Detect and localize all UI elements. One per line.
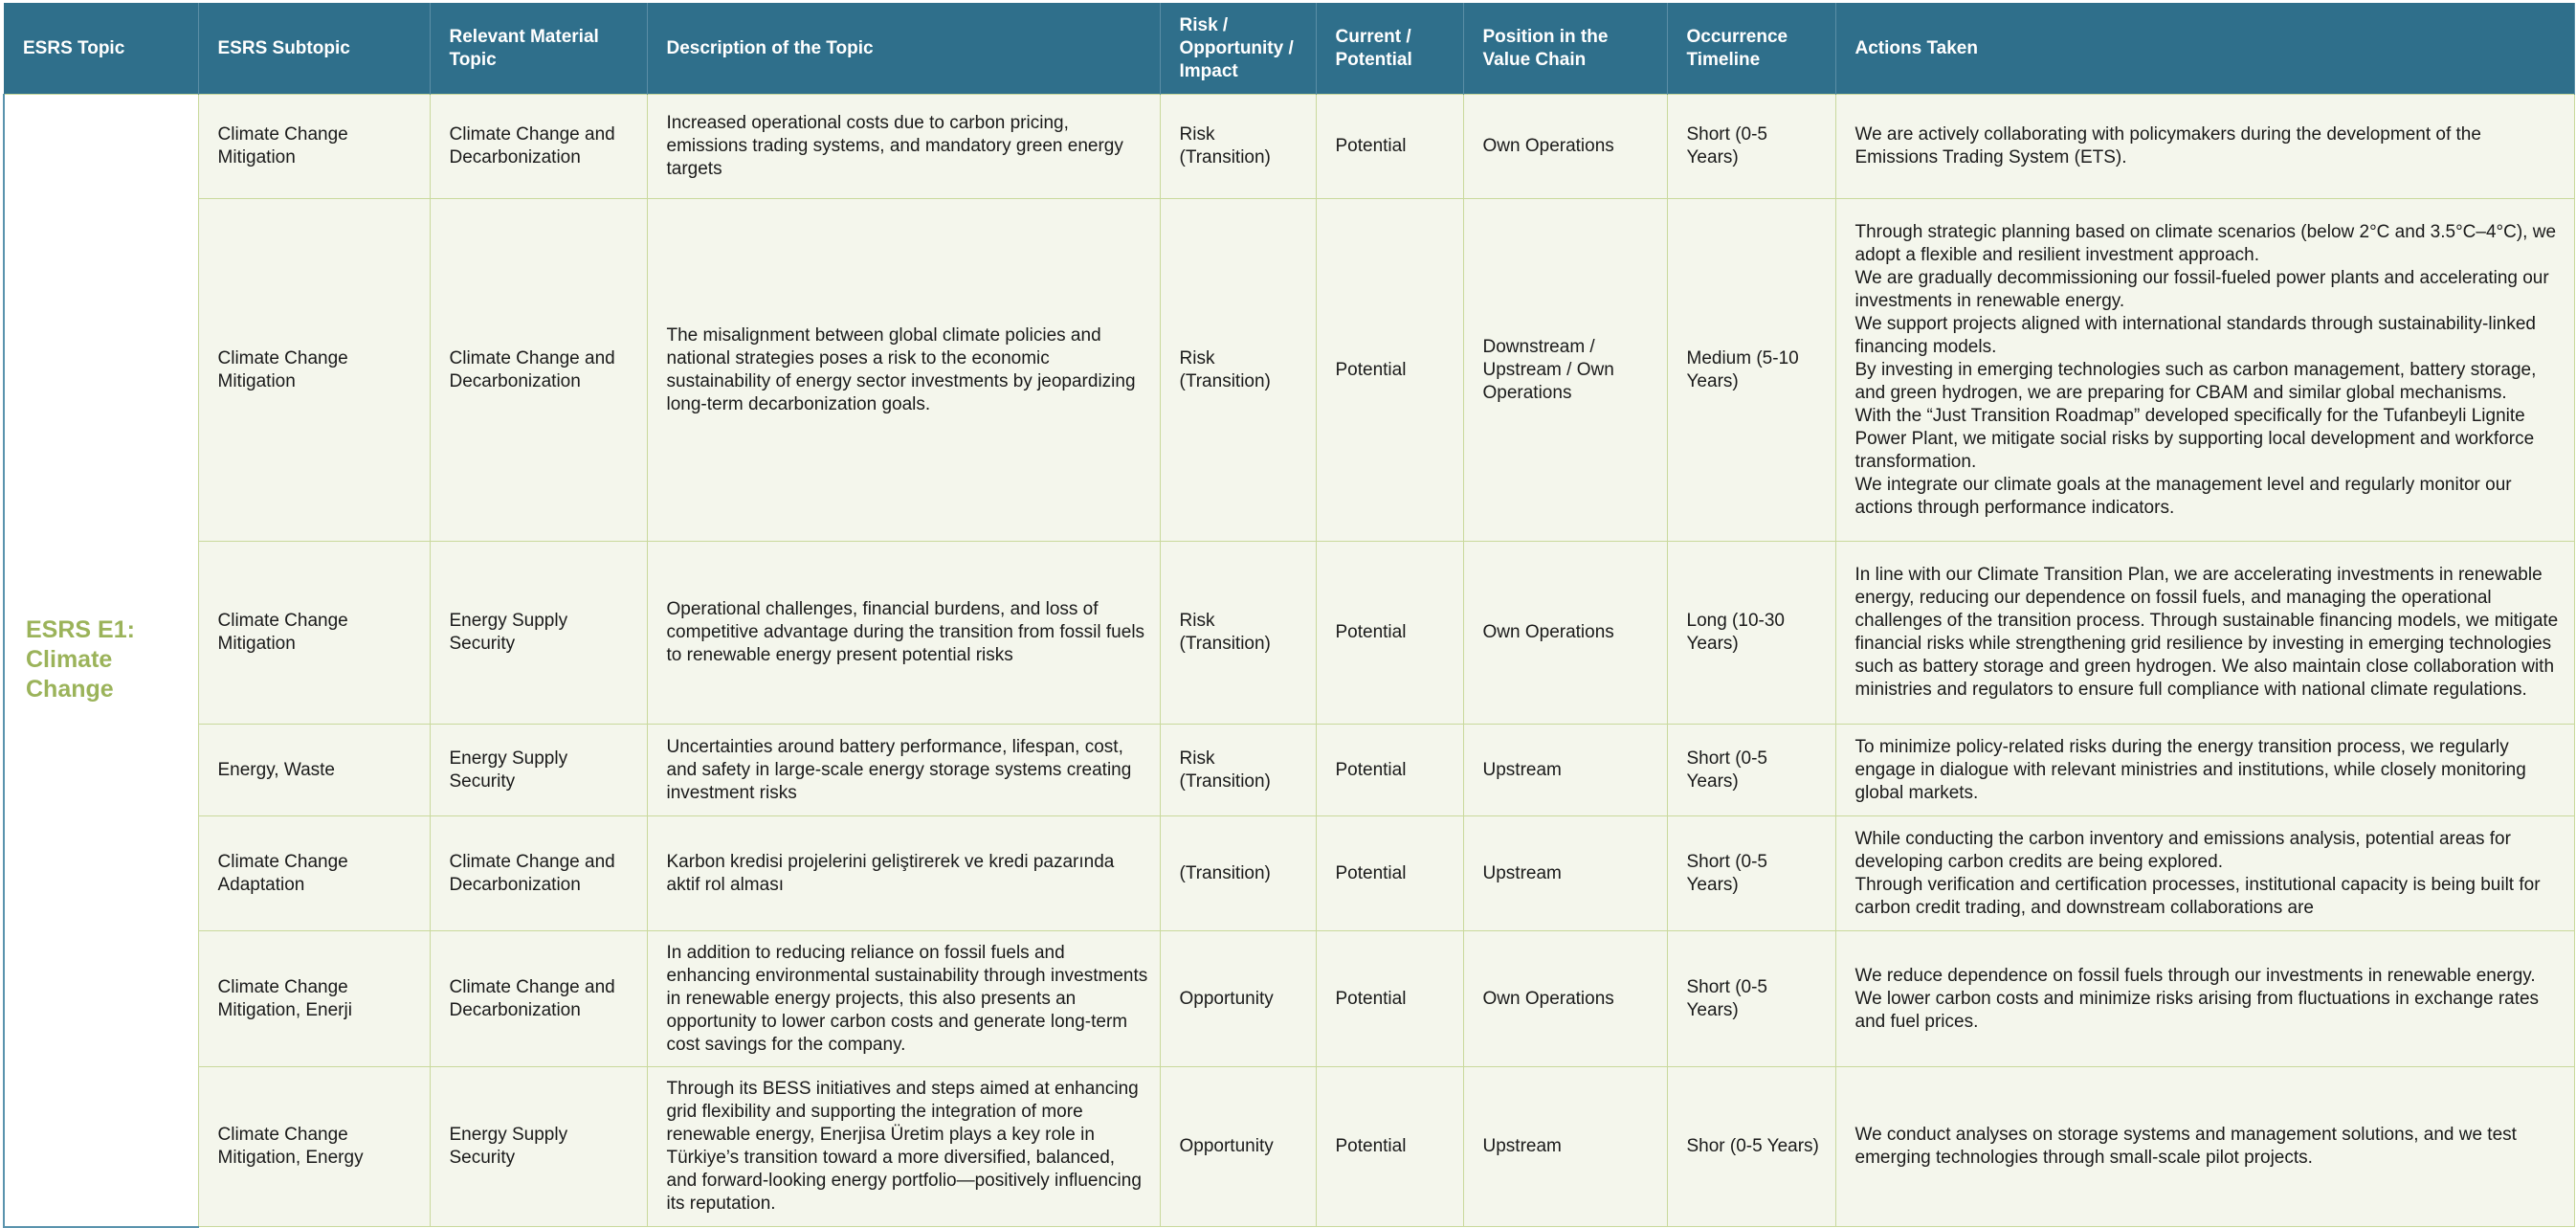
material-topic-cell: Climate Change and Decarbonization (430, 931, 647, 1067)
timeline-cell: Short (0-5 Years) (1667, 931, 1835, 1067)
subtopic-cell: Climate Change Mitigation (198, 542, 430, 725)
material-topic-cell: Energy Supply Security (430, 725, 647, 816)
description-cell: Uncertainties around battery performance, lifespan, cost, and safety in large-scale energy storage systems creating investment risks (647, 725, 1160, 816)
header-occurrence-timeline: Occurrence Timeline (1667, 3, 1835, 95)
value-chain-cell: Own Operations (1463, 931, 1667, 1067)
actions-cell: We conduct analyses on storage systems and management solutions, and we test emerging technologies through small-scale pilot projects. (1835, 1067, 2574, 1227)
actions-cell: We reduce dependence on fossil fuels through our investments in renewable energy. We lower carbon costs and minimize risks arising from fluctuations in exchange rates and fuel prices. (1835, 931, 2574, 1067)
value-chain-cell: Downstream / Upstream / Own Operations (1463, 199, 1667, 542)
subtopic-cell: Climate Change Mitigation (198, 95, 430, 199)
description-cell: The misalignment between global climate policies and national strategies poses a risk to the economic sustainability of energy sector investments by jeopardizing long-term decarbonization goals. (647, 199, 1160, 542)
header-description: Description of the Topic (647, 3, 1160, 95)
timeline-cell: Short (0-5 Years) (1667, 816, 1835, 931)
table-row (4, 199, 2574, 542)
header-actions-taken: Actions Taken (1835, 3, 2574, 95)
subtopic-cell: Climate Change Adaptation (198, 816, 430, 931)
material-topic-cell: Climate Change and Decarbonization (430, 199, 647, 542)
timeline-cell: Short (0-5 Years) (1667, 725, 1835, 816)
esrs-material-topics-table (3, 3, 2575, 1228)
header-esrs-subtopic: ESRS Subtopic (198, 3, 430, 95)
value-chain-cell: Upstream (1463, 1067, 1667, 1227)
current-potential-cell: Potential (1316, 199, 1463, 542)
header-risk-opportunity-impact: Risk / Opportunity / Impact (1160, 3, 1316, 95)
description-cell: In addition to reducing reliance on fossil fuels and enhancing environmental sustainability through investments in renewable energy projects, this also presents an opportunity to lower carbon costs and generate long-term cost savings for the company. (647, 931, 1160, 1067)
actions-cell: While conducting the carbon inventory and emissions analysis, potential areas for developing carbon credits are being explored. Through verification and certification processes, institutional capacity is being built for carbon credit trading, and downstream collaborations are (1835, 816, 2574, 931)
table-row (4, 95, 2574, 199)
current-potential-cell: Potential (1316, 1067, 1463, 1227)
description-cell: Operational challenges, financial burdens, and loss of competitive advantage during the transition from fossil fuels to renewable energy present potential risks (647, 542, 1160, 725)
risk-opportunity-cell: Risk (Transition) (1160, 725, 1316, 816)
table-row (4, 542, 2574, 725)
subtopic-cell: Climate Change Mitigation (198, 199, 430, 542)
header-current-potential: Current / Potential (1316, 3, 1463, 95)
timeline-cell: Long (10-30 Years) (1667, 542, 1835, 725)
material-topic-cell: Climate Change and Decarbonization (430, 95, 647, 199)
table-row (4, 931, 2574, 1067)
risk-opportunity-cell: (Transition) (1160, 816, 1316, 931)
esrs-topic-cell: ESRS E1: Climate Change (4, 95, 198, 1227)
actions-cell: To minimize policy-related risks during the energy transition process, we regularly engage in dialogue with relevant ministries and institutions, while closely monitoring global markets. (1835, 725, 2574, 816)
material-topic-cell: Climate Change and Decarbonization (430, 816, 647, 931)
table-row (4, 725, 2574, 816)
risk-opportunity-cell: Risk (Transition) (1160, 542, 1316, 725)
current-potential-cell: Potential (1316, 95, 1463, 199)
subtopic-cell: Energy, Waste (198, 725, 430, 816)
current-potential-cell: Potential (1316, 725, 1463, 816)
description-cell: Karbon kredisi projelerini geliştirerek ve kredi pazarında aktif rol alması (647, 816, 1160, 931)
current-potential-cell: Potential (1316, 931, 1463, 1067)
subtopic-cell: Climate Change Mitigation, Energy (198, 1067, 430, 1227)
header-relevant-material-topic: Relevant Material Topic (430, 3, 647, 95)
timeline-cell: Medium (5-10 Years) (1667, 199, 1835, 542)
description-cell: Increased operational costs due to carbon pricing, emissions trading systems, and mandatory green energy targets (647, 95, 1160, 199)
value-chain-cell: Own Operations (1463, 542, 1667, 725)
material-topic-cell: Energy Supply Security (430, 542, 647, 725)
actions-cell: We are actively collaborating with policymakers during the development of the Emissions Trading System (ETS). (1835, 95, 2574, 199)
material-topic-cell: Energy Supply Security (430, 1067, 647, 1227)
risk-opportunity-cell: Opportunity (1160, 1067, 1316, 1227)
header-position-value-chain: Position in the Value Chain (1463, 3, 1667, 95)
table-row (4, 1067, 2574, 1227)
current-potential-cell: Potential (1316, 816, 1463, 931)
current-potential-cell: Potential (1316, 542, 1463, 725)
actions-cell: In line with our Climate Transition Plan, we are accelerating investments in renewable energy, reducing our dependence on fossil fuels, and managing the operational challenges of the transition process. Through sustainable financing models, we mitigate financial risks while strengthening grid resilience by investing in emerging technologies such as battery storage and green hydrogen. We also maintain close collaboration with ministries and regulators to ensure full compliance with national climate regulations. (1835, 542, 2574, 725)
header-row (4, 3, 2574, 95)
timeline-cell: Shor (0-5 Years) (1667, 1067, 1835, 1227)
risk-opportunity-cell: Opportunity (1160, 931, 1316, 1067)
description-cell: Through its BESS initiatives and steps aimed at enhancing grid flexibility and supporting the integration of more renewable energy, Enerjisa Üretim plays a key role in Türkiye’s transition toward a more diversified, balanced, and forward-looking energy portfolio—positively influencing its reputation. (647, 1067, 1160, 1227)
table-row (4, 816, 2574, 931)
subtopic-cell: Climate Change Mitigation, Enerji (198, 931, 430, 1067)
esrs-table-container (3, 3, 2573, 1228)
risk-opportunity-cell: Risk (Transition) (1160, 95, 1316, 199)
value-chain-cell: Upstream (1463, 816, 1667, 931)
value-chain-cell: Upstream (1463, 725, 1667, 816)
timeline-cell: Short (0-5 Years) (1667, 95, 1835, 199)
actions-cell: Through strategic planning based on climate scenarios (below 2°C and 3.5°C–4°C), we adopt a flexible and resilient investment approach. We are gradually decommissioning our fossil-fueled power plants and accelerating our investments in renewable energy. We support projects aligned with international standards through sustainability-linked financing models. By investing in emerging technologies such as carbon management, battery storage, and green hydrogen, we are preparing for CBAM and similar global mechanisms. With the “Just Transition Roadmap” developed specifically for the Tufanbeyli Lignite Power Plant, we mitigate social risks by supporting local development and workforce transformation. We integrate our climate goals at the management level and regularly monitor our actions through performance indicators. (1835, 199, 2574, 542)
risk-opportunity-cell: Risk (Transition) (1160, 199, 1316, 542)
value-chain-cell: Own Operations (1463, 95, 1667, 199)
header-esrs-topic: ESRS Topic (4, 3, 198, 95)
